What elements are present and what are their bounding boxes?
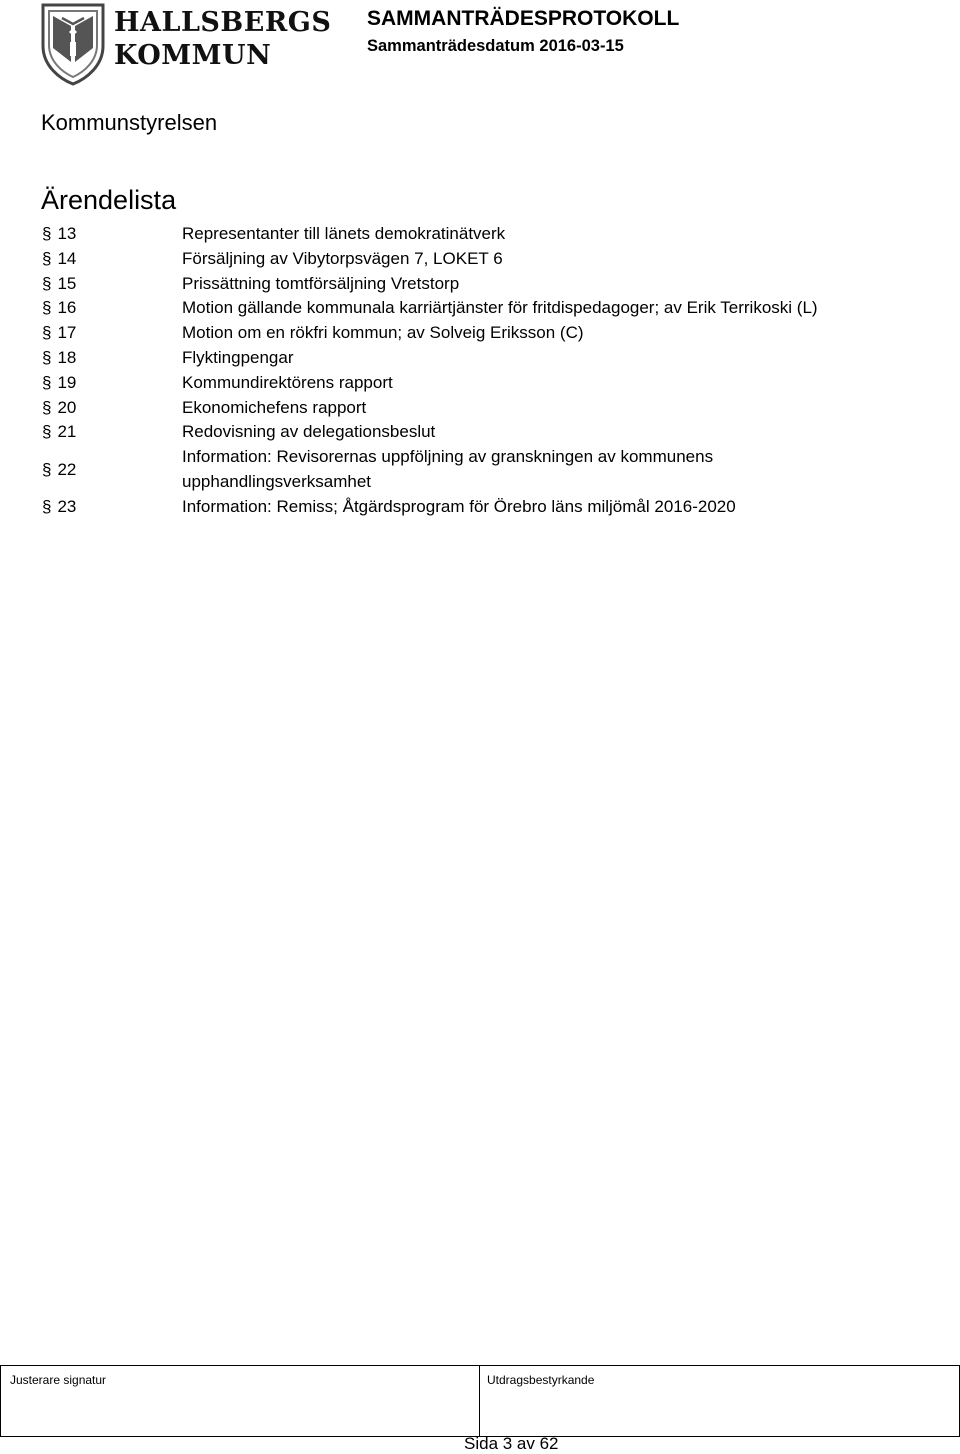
agenda-item [42,445,922,495]
section-symbol: § [42,273,52,293]
agenda-item [42,371,922,396]
municipality-name-line1: HALLSBERGS [114,7,332,38]
section-symbol: § [42,496,52,516]
item-number: 17 [57,323,77,343]
item-number: 15 [57,273,77,293]
item-number: 22 [57,459,77,479]
section-number [42,371,182,396]
section-number [42,458,182,483]
item-number: 16 [57,298,77,318]
section-number [42,396,182,421]
agenda-item [42,420,922,445]
section-symbol: § [42,323,52,343]
meeting-date: Sammanträdesdatum 2016-03-15 [367,37,624,55]
agenda-item [42,396,922,421]
municipality-logo [40,2,106,86]
item-title: Information: Revisorernas uppföljning av granskningen av kommunens upphandlingsverksamhet [182,447,714,491]
agenda-item [42,346,922,371]
committee-name: Kommunstyrelsen [41,110,218,135]
section-number [42,247,182,272]
section-symbol: § [42,397,52,417]
section-number [42,272,182,297]
agenda-item [42,222,922,247]
item-number: 19 [57,372,77,392]
item-number: 13 [57,224,77,243]
item-title: Motion om en rökfri kommun; av Solveig Eriksson (C) [182,323,584,343]
section-symbol: § [42,372,52,392]
section-symbol: § [42,347,52,367]
certification-cell: Utdragsbestyrkande [479,1366,957,1436]
agenda-title: Ärendelista [41,185,177,215]
section-number [42,346,182,371]
section-symbol: § [42,459,52,479]
agenda-item [42,321,922,346]
agenda-list [42,222,922,520]
page-number: Sida 3 av 62 [464,1434,559,1453]
item-title: Redovisning av delegationsbeslut [182,422,436,442]
section-number [42,222,182,247]
section-number [42,420,182,445]
item-title: Representanter till länets demokratinätverk [182,224,506,243]
municipality-name-line2: KOMMUN [114,40,272,71]
agenda-item [42,296,922,321]
section-number [42,495,182,520]
item-title: Information: Remiss; Åtgärdsprogram för Örebro läns miljömål 2016-2020 [182,496,736,516]
agenda-item [42,272,922,297]
section-number [42,321,182,346]
item-title: Ekonomichefens rapport [182,397,367,417]
signature-table [0,1365,960,1437]
section-symbol: § [42,298,52,318]
agenda-item [42,247,922,272]
signature-cell: Justerare signatur [10,1373,107,1387]
agenda-item [42,495,922,520]
section-number [42,296,182,321]
item-title: Kommundirektörens rapport [182,372,393,392]
section-symbol: § [42,224,52,243]
document-title: SAMMANTRÄDESPROTOKOLL [367,7,680,30]
item-number: 21 [57,422,77,442]
section-symbol: § [42,248,52,268]
section-symbol: § [42,422,52,442]
item-number: 20 [57,397,77,417]
item-title: Flyktingpengar [182,347,294,367]
item-title: Motion gällande kommunala karriärtjänster för fritdispedagoger; av Erik Terrikoski (L) [182,298,818,318]
item-number: 18 [57,347,77,367]
item-title: Försäljning av Vibytorpsvägen 7, LOKET 6 [182,248,503,268]
municipality-name [114,6,331,72]
item-title: Prissättning tomtförsäljning Vretstorp [182,273,460,293]
item-number: 23 [57,496,77,516]
item-number: 14 [57,248,77,268]
